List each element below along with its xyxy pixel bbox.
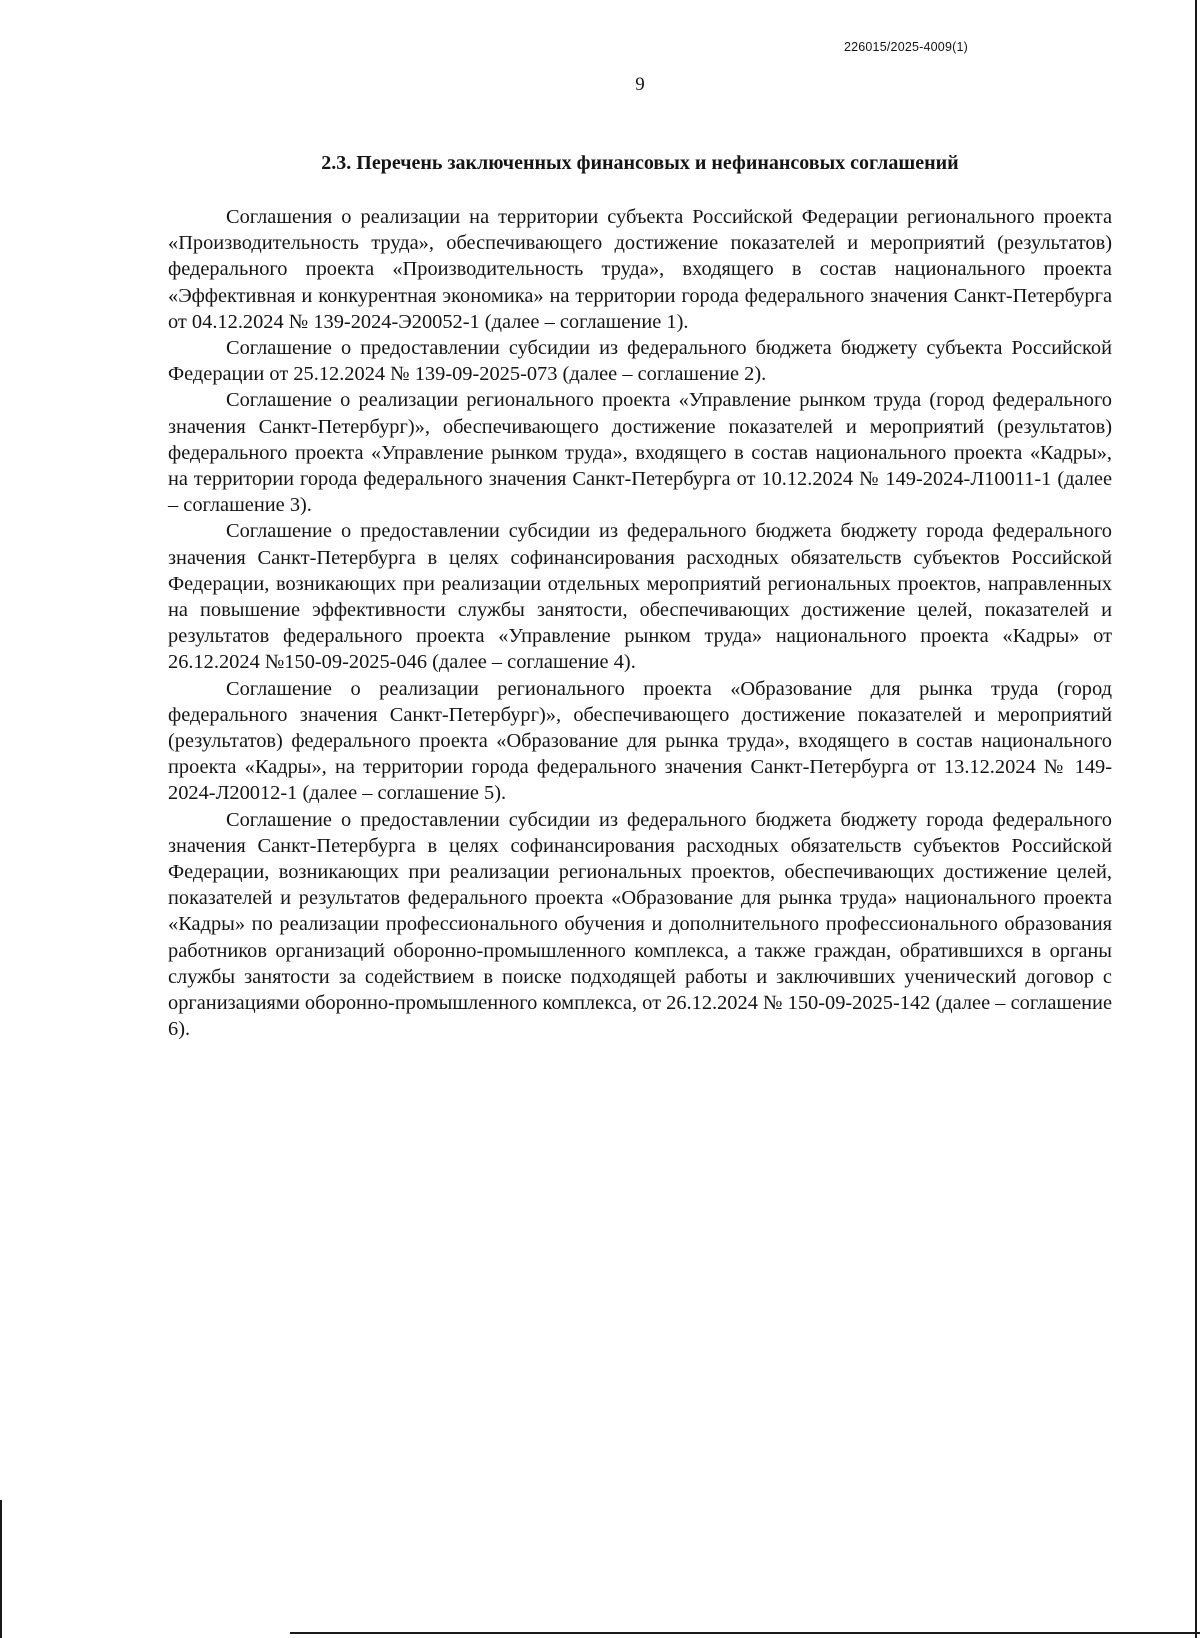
page-number: 9 xyxy=(635,74,645,95)
agreement-paragraph-1: Соглашения о реализации на территории субъекта Российской Федерации регионального проекта «Производительность труда», обеспечивающего достижение показателей и мероприятий (результатов) федерального проекта «Производительность труда», входящего в состав национального проекта «Эффективная и конкурентная экономика» на территории города федерального значения Санкт-Петербурга от 04.12.2024 № 139-2024-Э20052-1 (далее – соглашение 1). xyxy=(168,206,1112,333)
agreement-paragraph-5: Соглашение о реализации регионального проекта «Образование для рынка труда (город федерального значения Санкт-Петербург)», обеспечивающего достижение показателей и мероприятий (результатов) федерального проекта «Образование для рынка труда», входящего в состав национального проекта «Кадры», на территории города федерального значения Санкт-Петербурга от 13.12.2024 № 149-2024-Л20012-1 (далее – соглашение 5). xyxy=(168,677,1112,805)
agreement-paragraph-6: Соглашение о предоставлении субсидии из федерального бюджета бюджету города федерального значения Санкт-Петербурга в целях софинансирования расходных обязательств субъектов Российской Федерации, возникающих при реализации региональных проектов, обеспечивающих достижение целей, показателей и результатов федерального проекта «Образование для рынка труда» национального проекта «Кадры» по реализации профессионального обучения и дополнительного профессионального образования работников организаций оборонно-промышленного комплекса, а также граждан, обратившихся в органы службы занятости за содействием в поиске подходящей работы и заключивших ученический договор с организациями оборонно-промышленного комплекса, от 26.12.2024 № 150-09-2025-142 (далее – соглашение 6). xyxy=(168,808,1112,1041)
scan-edge-bottom-line xyxy=(290,1632,1200,1634)
section-heading: 2.3. Перечень заключенных финансовых и нефинансовых соглашений xyxy=(321,152,959,174)
agreement-paragraph-2: Соглашение о предоставлении субсидии из федерального бюджета бюджету субъекта Российской Федерации от 25.12.2024 № 139-09-2025-073 (далее – соглашение 2). xyxy=(168,337,1112,386)
document-body xyxy=(168,204,1112,1043)
scan-edge-left-line xyxy=(0,1500,2,1638)
scan-edge-right-line xyxy=(1195,0,1197,1638)
agreement-paragraph-4: Соглашение о предоставлении субсидии из федерального бюджета бюджету города федерального значения Санкт-Петербурга в целях софинансирования расходных обязательств субъектов Российской Федерации, возникающих при реализации отдельных мероприятий региональных проектов, направленных на повышение эффективности службы занятости, обеспечивающих достижение целей, показателей и результатов федерального проекта «Управление рынком труда» национального проекта «Кадры» от 26.12.2024 №150-09-2025-046 (далее – соглашение 4). xyxy=(168,520,1112,674)
agreement-paragraph-3: Соглашение о реализации регионального проекта «Управление рынком труда (город федерального значения Санкт-Петербург)», обеспечивающего достижение показателей и мероприятий (результатов) федерального проекта «Управление рынком труда», входящего в состав национального проекта «Кадры», на территории города федерального значения Санкт-Петербурга от 10.12.2024 № 149-2024-Л10011-1 (далее – соглашение 3). xyxy=(168,389,1112,517)
document-id: 226015/2025-4009(1) xyxy=(843,40,968,54)
